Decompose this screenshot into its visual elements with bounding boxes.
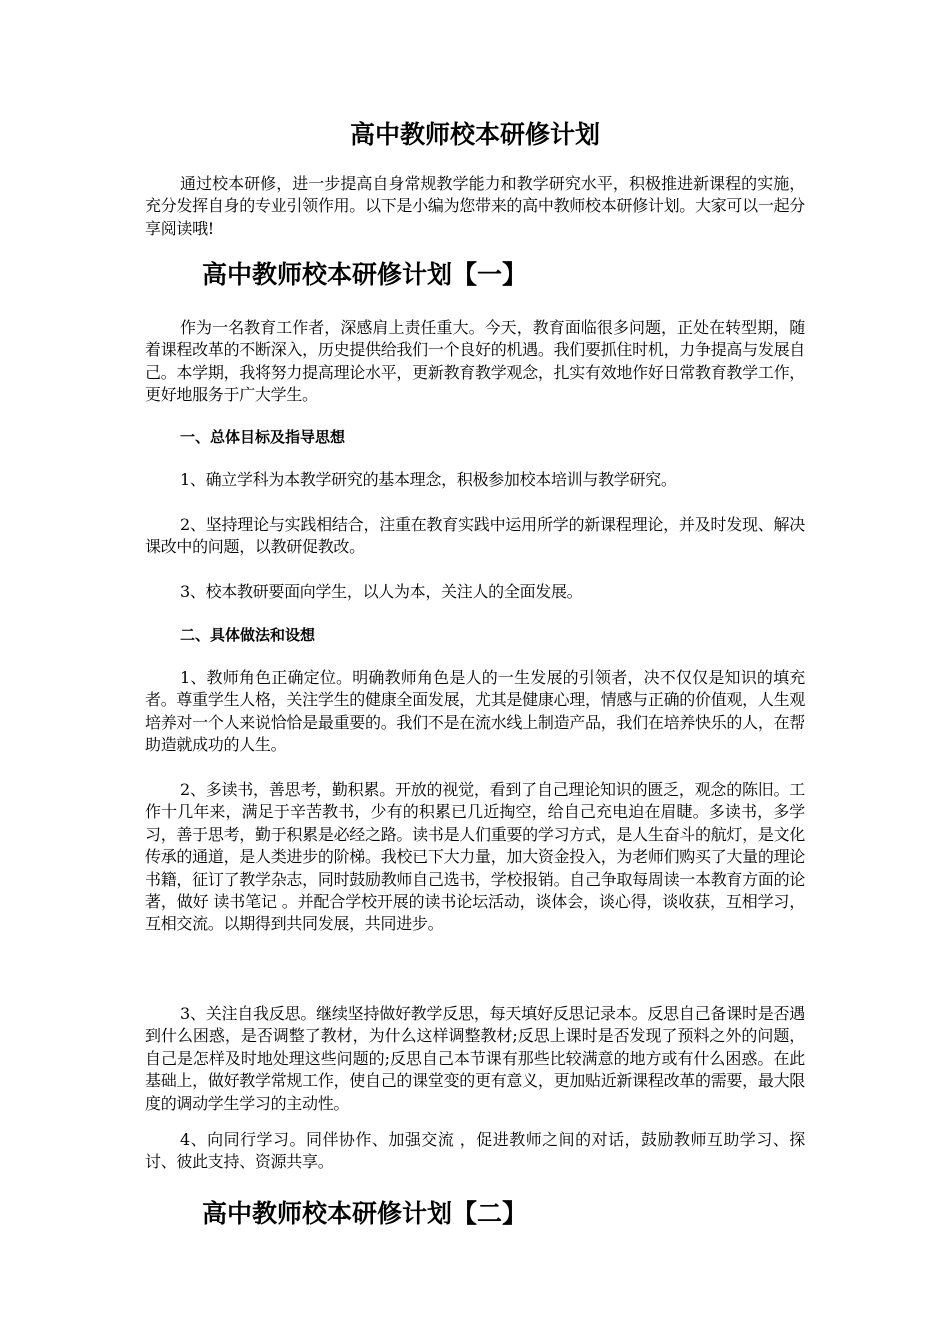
section-1-paragraph-4: 1、教师角色正确定位。明确教师角色是人的一生发展的引领者，决不仅仅是知识的填充者。尊重学生人格，关注学生的健康全面发展，尤其是健康心理，情感与正确的价值观，人生观培养对一个人来说恰恰是最重要的。我们不是在流水线上制造产品，我们在培养快乐的人，在帮助造就成功的人生。 bbox=[145, 668, 805, 755]
section-1-paragraph-6: 3、关注自我反思。继续坚持做好教学反思，每天填好反思记录本。反思自己备课时是否遇到什么困惑，是否调整了教材，为什么这样调整教材;反思上课时是否发现了预料之外的问题，自己是怎样及时地处理这些问题的;反思自己本节课有那些比较满意的地方或有什么困惑。在此基础上，做好教学常规工作，使自己的课堂变的更有意义，更加贴近新课程改革的需要，最大限度的调动学生学习的主动性。 bbox=[145, 1004, 805, 1113]
subheading-methods: 二、具体做法和设想 bbox=[180, 626, 316, 644]
section-1-paragraph-3: 3、校本教研要面向学生，以人为本，关注人的全面发展。 bbox=[180, 582, 583, 601]
section-1-paragraph-7: 4、向同行学习。同伴协作、加强交流 ，促进教师之间的对话，鼓励教师互助学习、探讨、彼此支持、资源共享。 bbox=[145, 1130, 805, 1172]
subheading-goals: 一、总体目标及指导思想 bbox=[180, 428, 346, 446]
section-1-paragraph-0: 作为一名教育工作者，深感肩上责任重大。今天，教育面临很多问题，正处在转型期，随着课程改革的不断深入，历史提供给我们一个良好的机遇。我们要抓住时机，力争提高与发展自己。本学期，我将努力提高理论水平，更新教育教学观念，扎实有效地作好日常教育教学工作，更好地服务于广大学生。 bbox=[145, 318, 805, 405]
section-1-paragraph-2: 2、坚持理论与实践相结合，注重在教育实践中运用所学的新课程理论，并及时发现、解决课改中的问题，以教研促教改。 bbox=[145, 515, 805, 557]
section-2-title: 高中教师校本研修计划【二】 bbox=[202, 1199, 528, 1228]
section-1-paragraph-5: 2、多读书，善思考，勤积累。开放的视觉，看到了自己理论知识的匮乏，观念的陈旧。工作十几年来，满足于辛苦教书，少有的积累已几近掏空，给自己充电迫在眉睫。多读书，多学习，善于思考，勤于积累是必经之路。读书是人们重要的学习方式，是人生奋斗的航灯，是文化传承的通道，是人类进步的阶梯。我校已下大力量，加大资金投入，为老师们购买了大量的理论书籍，征订了教学杂志，同时鼓励教师自己选书，学校报销。自己争取每周读一本教育方面的论著，做好 读书笔记 。并配合学校开展的读书论坛活动，谈体会，谈心得，谈收获，互相学习，互相交流。以期得到共同发展，共同进步。 bbox=[145, 780, 805, 934]
section-1-paragraph-1: 1、确立学科为本教学研究的基本理念，积极参加校本培训与教学研究。 bbox=[180, 470, 677, 489]
document-title: 高中教师校本研修计划 bbox=[349, 120, 600, 149]
section-1-title: 高中教师校本研修计划【一】 bbox=[202, 260, 528, 289]
intro-paragraph: 通过校本研修，进一步提高自身常规教学能力和教学研究水平，积极推进新课程的实施，充分发挥自身的专业引领作用。以下是小编为您带来的高中教师校本研修计划。大家可以一起分享阅读哦! bbox=[145, 174, 805, 238]
